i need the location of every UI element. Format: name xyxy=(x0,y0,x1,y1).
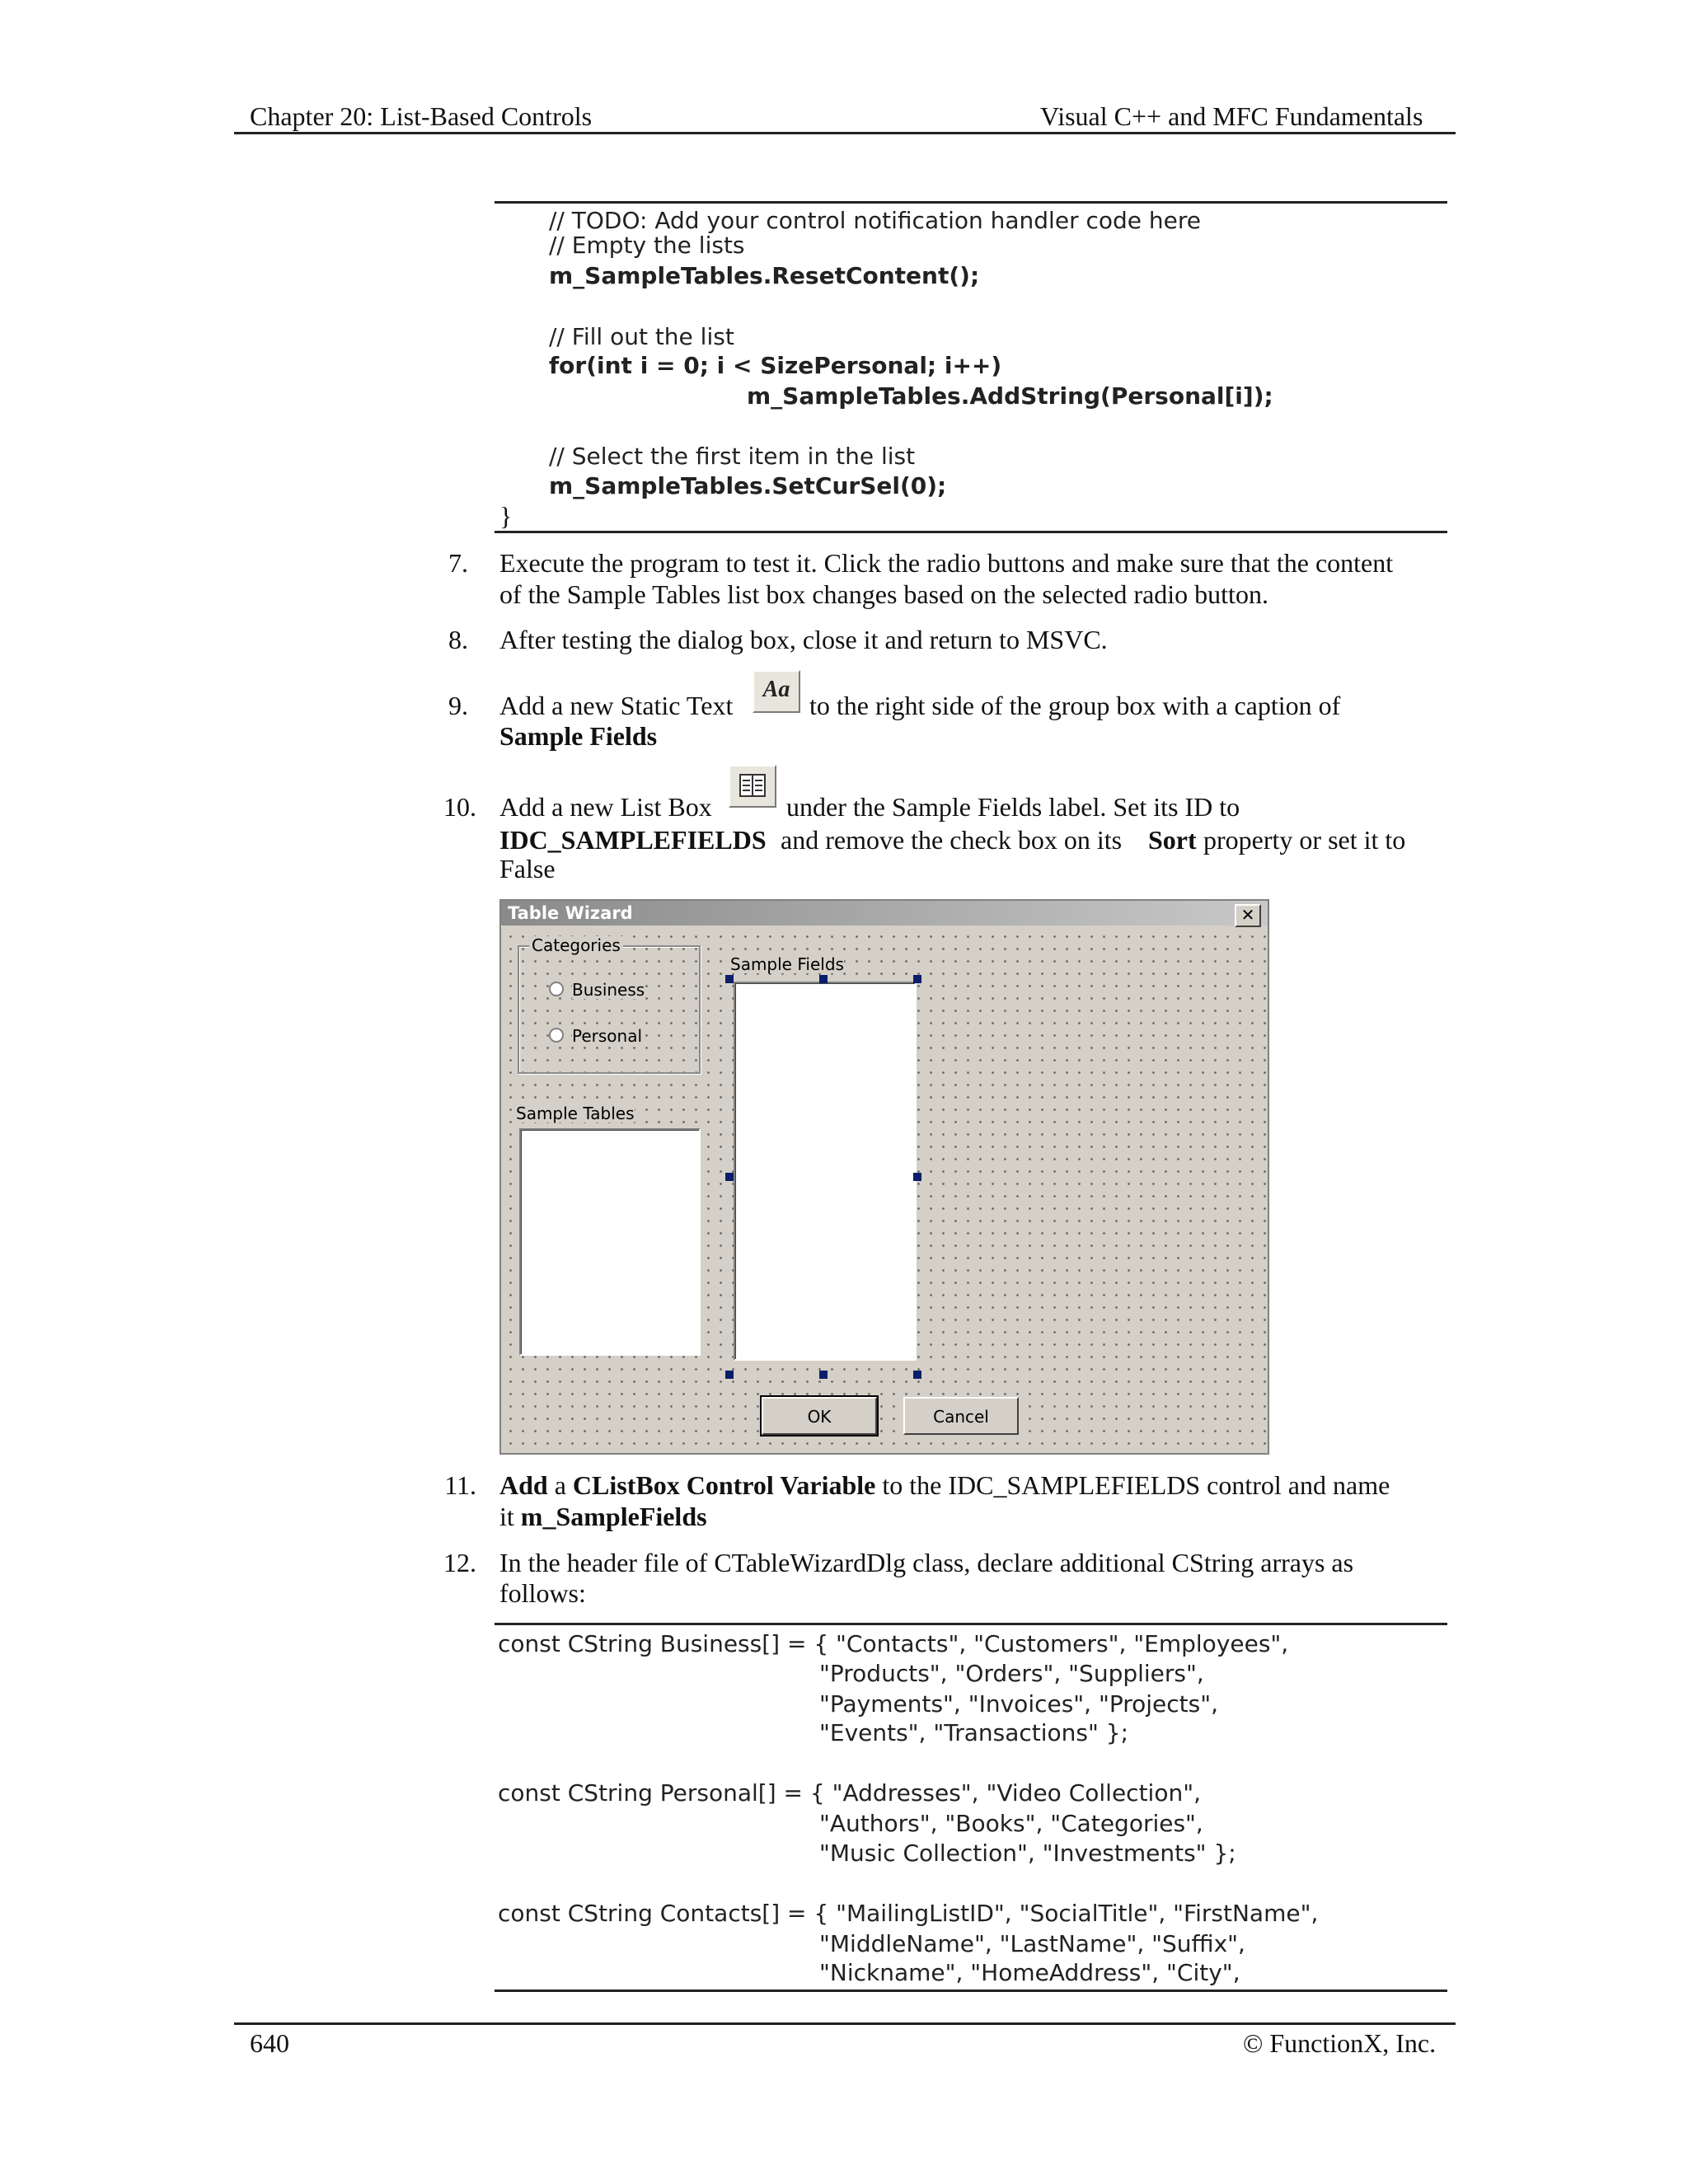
close-icon[interactable]: ✕ xyxy=(1235,904,1261,927)
step-text: After testing the dialog box, close it and return to MSVC. xyxy=(499,625,1108,654)
bold-variable-name: m_SampleFields xyxy=(520,1502,707,1531)
code-line: const CString Business[] = { "Contacts", "Customers", "Employees", xyxy=(498,1630,1289,1657)
code-line: // Fill out the list xyxy=(549,323,734,350)
categories-group-box xyxy=(518,945,701,1074)
code-line: "Events", "Transactions" }; xyxy=(819,1719,1129,1746)
code-line: "Nickname", "HomeAddress", "City", xyxy=(819,1959,1240,1986)
table-wizard-dialog xyxy=(499,899,1269,1455)
step-line xyxy=(499,1501,707,1532)
bold-add: Add xyxy=(499,1470,548,1500)
bold-control-variable: CListBox Control Variable xyxy=(572,1470,876,1500)
running-header-left: Chapter 20: List-Based Controls xyxy=(250,101,593,131)
code-line: m_SampleTables.SetCurSel(0); xyxy=(549,472,947,499)
header-rule xyxy=(234,132,1456,134)
cancel-button[interactable]: Cancel xyxy=(903,1397,1019,1435)
dialog-body xyxy=(501,927,1268,1453)
list-box-icon xyxy=(730,766,775,806)
selection-handle[interactable] xyxy=(913,975,921,983)
step-text: property or set it to xyxy=(1203,825,1406,855)
step-text: under the Sample Fields label. Set its ID to xyxy=(786,792,1240,822)
sample-tables-label: Sample Tables xyxy=(516,1104,635,1123)
business-radio-label: Business xyxy=(572,980,645,1000)
selection-handle[interactable] xyxy=(913,1371,921,1379)
code-line: const CString Contacts[] = { "MailingListID", "SocialTitle", "FirstName", xyxy=(498,1900,1319,1927)
code-block-2-bottom-rule xyxy=(495,1990,1447,1992)
step-bold-sort: Sort xyxy=(1148,825,1197,855)
step-text: to the right side of the group box with a caption of xyxy=(809,691,1341,720)
code-block-1-bottom-rule xyxy=(495,531,1447,533)
code-line: "MiddleName", "LastName", "Suffix", xyxy=(819,1930,1245,1957)
list-box-tool-icon xyxy=(729,765,776,808)
ok-button[interactable]: OK xyxy=(762,1397,877,1435)
selection-handle[interactable] xyxy=(819,975,828,983)
code-line: "Authors", "Books", "Categories", xyxy=(819,1810,1203,1837)
step-text: it xyxy=(499,1502,514,1531)
step-bold-id: IDC_SAMPLEFIELDS xyxy=(499,825,767,855)
code-line: for(int i = 0; i < SizePersonal; i++) xyxy=(549,352,1002,379)
step-text: to the IDC_SAMPLEFIELDS control and name xyxy=(882,1470,1390,1500)
business-radio[interactable] xyxy=(549,982,564,996)
step-line xyxy=(499,1469,1390,1501)
sample-tables-listbox[interactable] xyxy=(519,1128,701,1356)
step-text: False xyxy=(499,854,556,883)
code-line: "Products", "Orders", "Suppliers", xyxy=(819,1660,1204,1687)
selection-handle[interactable] xyxy=(725,975,734,983)
step-bold-caption: Sample Fields xyxy=(499,721,658,751)
personal-radio[interactable] xyxy=(549,1028,564,1043)
selection-handle[interactable] xyxy=(725,1173,734,1181)
step-text: a xyxy=(554,1470,566,1500)
selection-handle[interactable] xyxy=(913,1173,921,1181)
selection-handle[interactable] xyxy=(725,1371,734,1379)
running-header-right: Visual C++ and MFC Fundamentals xyxy=(1040,101,1423,131)
code-line: // TODO: Add your control notification handler code here xyxy=(549,207,1201,234)
code-block-1-top-rule xyxy=(495,201,1447,204)
step-number: 8. xyxy=(448,625,468,654)
personal-radio-label: Personal xyxy=(572,1026,643,1046)
step-text: follows: xyxy=(499,1578,586,1608)
step-text: In the header file of CTableWizardDlg class, declare additional CString arrays as xyxy=(499,1548,1354,1577)
static-text-tool-icon xyxy=(753,670,800,713)
step-text: Add a new List Box xyxy=(499,792,712,822)
step-number: 11. xyxy=(444,1470,476,1500)
code-line: "Music Collection", "Investments" }; xyxy=(819,1840,1236,1867)
code-line: } xyxy=(499,501,513,531)
step-number: 10. xyxy=(443,792,476,822)
page-number: 640 xyxy=(250,2028,289,2058)
categories-group-label: Categories xyxy=(529,936,623,954)
sample-fields-listbox[interactable] xyxy=(734,982,917,1361)
step-text: Add a new Static Text xyxy=(499,691,734,720)
step-text: of the Sample Tables list box changes based on the selected radio button. xyxy=(499,579,1268,609)
copyright: © FunctionX, Inc. xyxy=(1243,2028,1437,2058)
footer-rule xyxy=(234,2022,1456,2025)
code-block-2-top-rule xyxy=(495,1623,1447,1625)
step-number: 9. xyxy=(448,691,468,720)
code-line: const CString Personal[] = { "Addresses", "Video Collection", xyxy=(498,1779,1201,1807)
step-text: Execute the program to test it. Click the radio buttons and make sure that the content xyxy=(499,548,1394,578)
static-text-glyph: Aa xyxy=(762,677,790,702)
step-number: 12. xyxy=(443,1548,476,1577)
code-line: // Empty the lists xyxy=(549,232,745,259)
dialog-title: Table Wizard xyxy=(501,901,1268,926)
sample-fields-label: Sample Fields xyxy=(730,954,844,974)
code-line: "Payments", "Invoices", "Projects", xyxy=(819,1690,1219,1718)
step-number: 7. xyxy=(448,548,468,578)
code-line: m_SampleTables.AddString(Personal[i]); xyxy=(747,382,1273,410)
step-text: and remove the check box on its xyxy=(781,825,1123,855)
code-line: // Select the first item in the list xyxy=(549,443,916,470)
selection-handle[interactable] xyxy=(819,1371,828,1379)
code-line: m_SampleTables.ResetContent(); xyxy=(549,262,980,289)
